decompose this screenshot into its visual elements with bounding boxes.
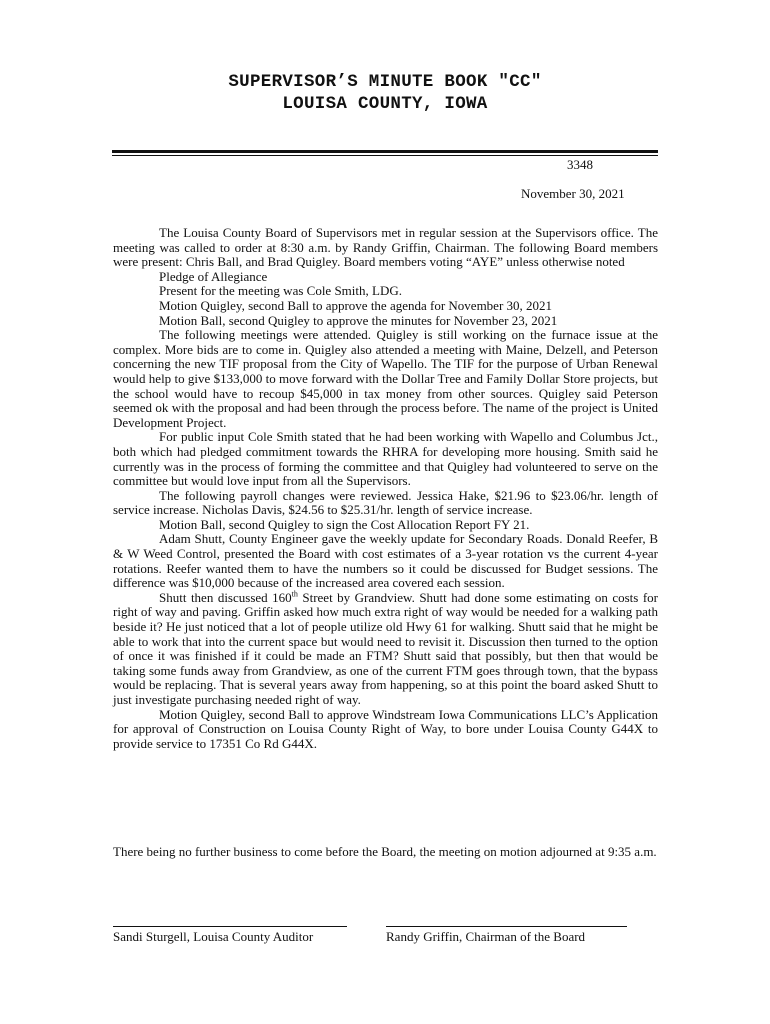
paragraph-present: Present for the meeting was Cole Smith, LDG. (159, 283, 402, 299)
header-rule-thin (112, 155, 658, 156)
paragraph-meetings-attended: The following meetings were attended. Quigley is still working on the furnace issue at the complex. More bids are to come in. Quigley also attended a meeting with Maine, Delzell, and Peterson concerning the new TIF proposal from the City of Wapello. The TIF for the purpose of Urban Renewal would help to give $133,000 to move forward with the Dollar Tree and Family Dollar Store projects, but the school would have to recoup $45,000 in tax money from other sources. Quigley said Peterson seemed ok with the proposal and had been through the process before. The name of the project is United Development Project. (113, 327, 658, 430)
signature-name-auditor: Sandi Sturgell, Louisa County Auditor (113, 929, 314, 944)
paragraph-secondary-roads: Adam Shutt, County Engineer gave the weekly update for Secondary Roads. Donald Reefer, B & W Weed Control, presented the Board with cost estimates of a 3-year rotation vs the current 4-year rotations. Reefer wanted them to have the numbers so it could be discussed for Budget sessions. The difference was $10,000 because of the increased area covered each session. (113, 531, 658, 591)
minutes-body (113, 226, 658, 751)
paragraph-motion-agenda: Motion Quigley, second Ball to approve the agenda for November 30, 2021 (159, 297, 553, 313)
paragraph-opening: The Louisa County Board of Supervisors met in regular session at the Supervisors office. The meeting was called to order at 8:30 a.m. by Randy Griffin, Chairman. The following Board members were present: Chris Ball, and Brad Quigley. Board members voting “AYE” unless otherwise noted (113, 225, 658, 270)
paragraph-payroll: The following payroll changes were reviewed. Jessica Hake, $21.96 to $23.06/hr. length of service increase. Nicholas Davis, $24.56 to $25.31/hr. length of service increase. (113, 487, 658, 518)
signature-name-chairman: Randy Griffin, Chairman of the Board (386, 929, 586, 944)
header-rule-thick (112, 150, 658, 153)
closing-statement: There being no further business to come before the Board, the meeting on motion adjourned at 9:35 a.m. (113, 844, 657, 859)
paragraph-public-input: For public input Cole Smith stated that he had been working with Wapello and Columbus Jct., both which had pledged commitment towards the RHRA for developing more housing. Smith said he currently was in the process of forming the committee and that Quigley had volunteered to serve on the committee but would love input from all the Supervisors. (113, 429, 658, 489)
paragraph-160th-street (113, 591, 658, 708)
paragraph-160th-text-a: Shutt then discussed 160 (159, 589, 292, 605)
paragraph-motion-minutes: Motion Ball, second Quigley to approve the minutes for November 23, 2021 (159, 312, 558, 328)
paragraph-pledge: Pledge of Allegiance (159, 268, 268, 284)
paragraph-cost-allocation: Motion Ball, second Quigley to sign the Cost Allocation Report FY 21. (159, 516, 530, 532)
page-number: 3348 (567, 157, 593, 172)
meeting-date: November 30, 2021 (521, 186, 625, 201)
paragraph-160th-text-b: Street by Grandview. Shutt had done some estimating on costs for right of way and paving. Griffin asked how much extra right of way would be needed for a walking path beside it? He just noticed that a lot of people utilize old Hwy 61 for walking. Shutt said that he might be able to work that into the current space but would need to revisit it. Discussion then turned to the option of once it was finished if it could be made an FTM? Shutt said that possibly, but then that would be taking some funds away from Grandview, as one of the current FTM goes through town, that the bypass would be replacing. That is several years away from happening, so at this point the board asked Shutt to just investigate purchasing needed right of way. (113, 589, 658, 707)
paragraph-windstream: Motion Quigley, second Ball to approve Windstream Iowa Communications LLC’s Application for approval of Construction on Louisa County Right of Way, to bore under Louisa County G44X to provide service to 17351 Co Rd G44X. (113, 706, 658, 751)
ordinal-superscript: th (291, 589, 298, 599)
signature-line-chairman (386, 926, 627, 927)
signature-line-auditor (113, 926, 347, 927)
document-title-line-2: LOUISA COUNTY, IOWA (282, 94, 488, 114)
document-title-line-1: SUPERVISOR’S MINUTE BOOK "CC" (228, 72, 542, 92)
